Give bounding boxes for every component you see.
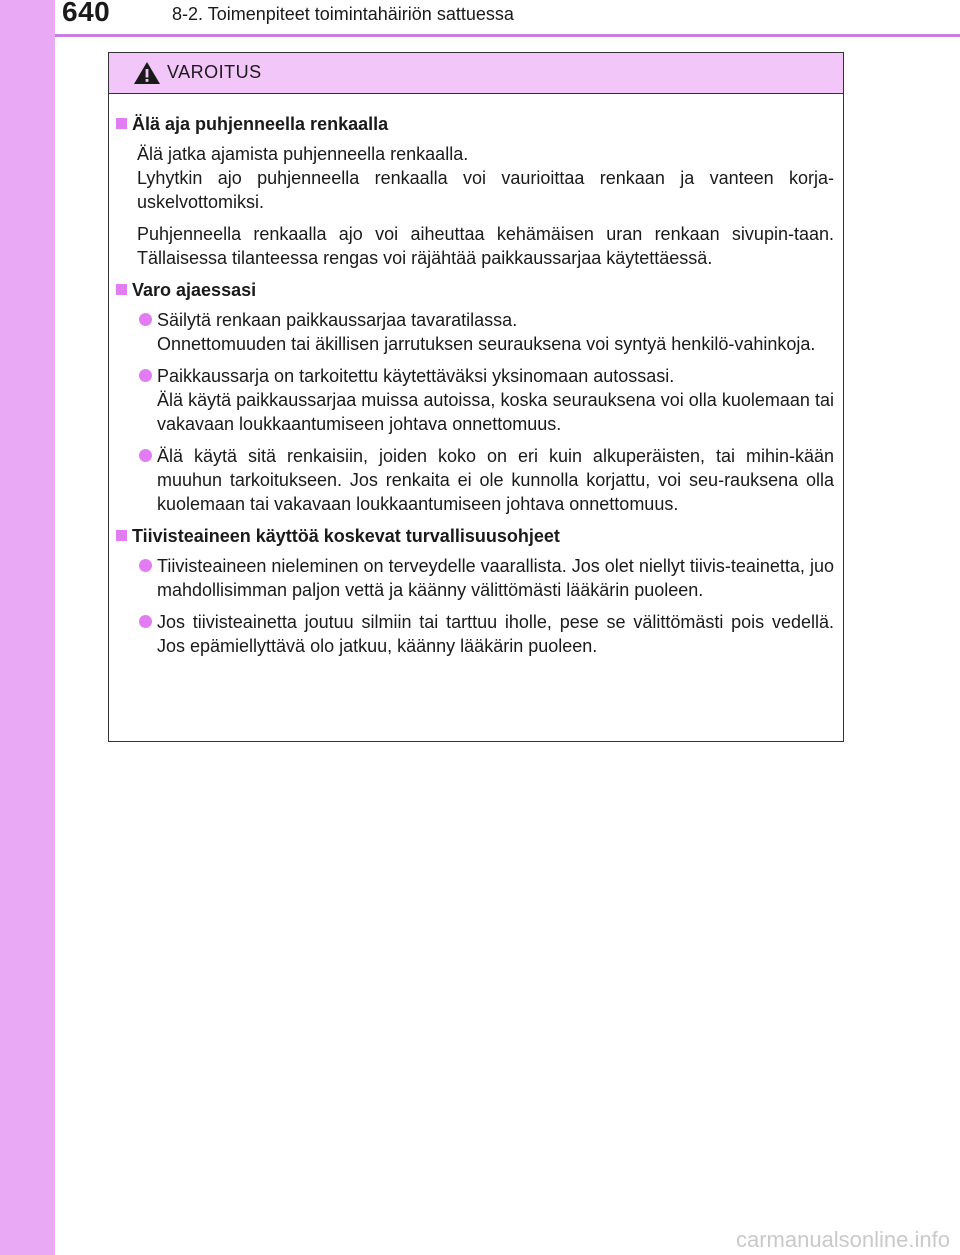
- section-heading: [114, 278, 834, 302]
- round-bullet-icon: [139, 313, 152, 326]
- section-heading-text: Varo ajaessasi: [132, 280, 257, 300]
- warning-box: [108, 52, 844, 742]
- section-title: 8-2. Toimenpiteet toimintahäiriön sattuessa: [172, 4, 514, 24]
- warning-content: [109, 94, 843, 658]
- warning-triangle-icon: [133, 61, 161, 85]
- square-bullet-icon: [116, 118, 127, 129]
- paragraph-line: Lyhytkin ajo puhjenneella renkaalla voi vaurioittaa renkaan ja vanteen korja-uskelvottomiksi.: [137, 168, 834, 212]
- bullet-line: Älä käytä paikkaussarjaa muissa autoissa, koska seurauksena voi olla kuolemaan tai vakavaan loukkaantumiseen johtava onnettomuus.: [157, 390, 834, 434]
- square-bullet-icon: [116, 530, 127, 541]
- round-bullet-icon: [139, 559, 152, 572]
- header-divider: [55, 34, 960, 37]
- bullet-text: Tiivisteaineen nieleminen on terveydelle vaarallista. Jos olet niellyt tiivis-teainetta, juo mahdollisimman paljon vettä ja käänny välittömästi lääkärin puoleen.: [157, 556, 834, 600]
- bullet-text: [157, 364, 834, 436]
- warning-label: VAROITUS: [167, 62, 262, 82]
- section-heading: [114, 524, 834, 548]
- bullet-text: Jos tiivisteainetta joutuu silmiin tai tarttuu iholle, pese se välittömästi pois vedellä. Jos epämiellyttävä olo jatkuu, käänny lääkärin puoleen.: [157, 612, 834, 656]
- bullet-item: [137, 610, 834, 658]
- bullet-item: [137, 444, 834, 516]
- bullet-item: [137, 554, 834, 602]
- bullet-line: Säilytä renkaan paikkaussarjaa tavaratilassa.: [157, 310, 518, 330]
- page-number: 640: [62, 0, 111, 27]
- square-bullet-icon: [116, 284, 127, 295]
- watermark: carmanualsonline.info: [735, 1227, 950, 1252]
- section-heading-text: Tiivisteaineen käyttöä koskevat turvallisuusohjeet: [132, 526, 560, 546]
- bullet-line: Paikkaussarja on tarkoitettu käytettäväksi yksinomaan autossasi.: [157, 366, 675, 386]
- bullet-item: [137, 308, 834, 356]
- bullet-text: [157, 308, 834, 356]
- paragraph: [137, 142, 834, 214]
- bullet-item: [137, 364, 834, 436]
- warning-header: [109, 53, 843, 94]
- paragraph: Puhjenneella renkaalla ajo voi aiheuttaa kehämäisen uran renkaan sivupin-taan. Tällaisessa tilanteessa rengas voi räjähtää paikkaussarjaa käytettäessä.: [137, 224, 834, 268]
- section-heading-text: Älä aja puhjenneella renkaalla: [132, 114, 389, 134]
- round-bullet-icon: [139, 449, 152, 462]
- chapter-sidebar: [0, 0, 55, 1255]
- round-bullet-icon: [139, 615, 152, 628]
- paragraph-line: Älä jatka ajamista puhjenneella renkaalla.: [137, 144, 469, 164]
- bullet-text: Älä käytä sitä renkaisiin, joiden koko on eri kuin alkuperäisten, tai mihin-kään muuhun tarkoitukseen. Jos renkaita ei ole kunnolla korjattu, voi seu-rauksena olla kuolemaan tai vakavaan loukkaantumiseen johtava onnettomuus.: [157, 446, 834, 514]
- section-heading: [114, 112, 834, 136]
- round-bullet-icon: [139, 369, 152, 382]
- bullet-line: Onnettomuuden tai äkillisen jarrutuksen seurauksena voi syntyä henkilö-vahinkoja.: [157, 334, 816, 354]
